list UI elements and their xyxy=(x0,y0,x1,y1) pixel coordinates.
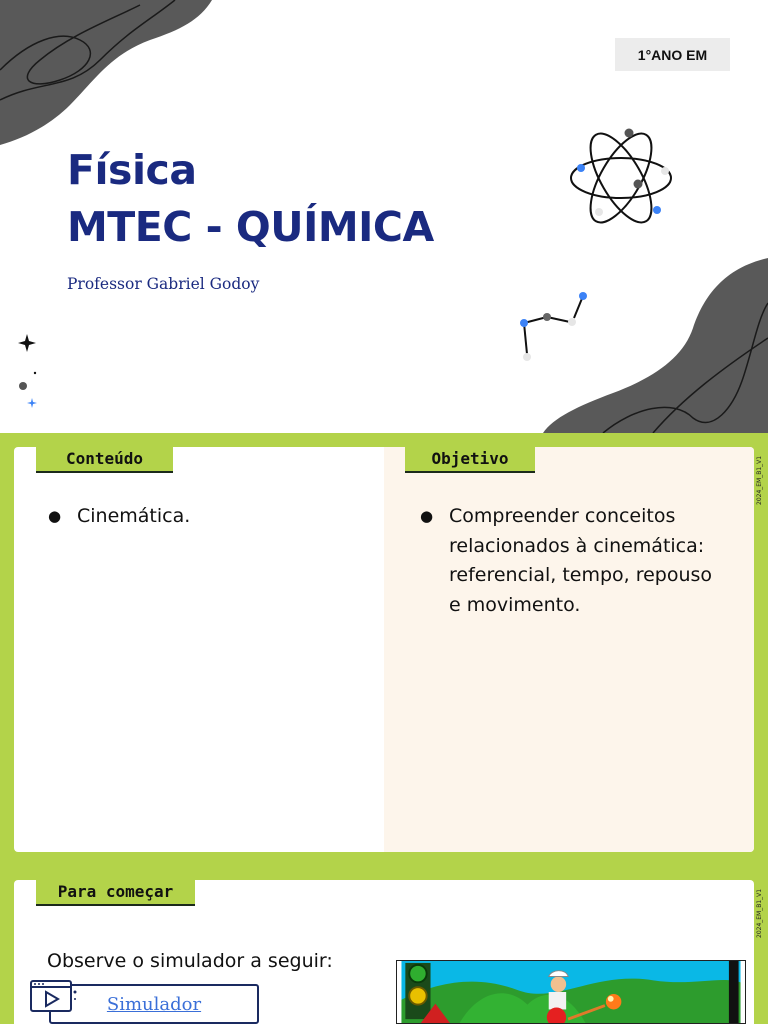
version-tag: 2024_EM_B1_V1 xyxy=(756,888,763,938)
simulator-link[interactable]: Simulador xyxy=(106,993,202,1015)
subject-title: Física xyxy=(67,146,197,194)
intro-tab-label: Para começar xyxy=(36,879,195,906)
instruction-text: Observe o simulador a seguir: xyxy=(47,950,333,972)
simulator-preview-image[interactable] xyxy=(396,960,746,1024)
course-title: MTEC - QUÍMICA xyxy=(67,203,434,251)
video-play-icon xyxy=(30,980,78,1014)
cover-slide xyxy=(0,0,768,433)
version-tag: 2024_EM_B1_V1 xyxy=(756,455,763,505)
professor-name: Professor Gabriel Godoy xyxy=(67,275,260,293)
grade-badge: 1°ANO EM xyxy=(615,38,730,71)
decorative-blob-bottom-right xyxy=(543,258,768,433)
content-tab-label: Conteúdo xyxy=(36,446,173,473)
objective-list xyxy=(420,502,720,620)
simulator-link-box[interactable] xyxy=(49,984,259,1024)
decorative-blob-top-left xyxy=(0,0,215,145)
list-item: ● Compreender conceitos relacionados à cinemática: referencial, tempo, repouso e movimento. xyxy=(420,502,720,620)
atom-icon xyxy=(565,124,677,232)
sparkle-icon xyxy=(14,332,44,412)
objective-tab-label: Objetivo xyxy=(405,446,535,473)
list-item: ● Cinemática. xyxy=(48,502,348,532)
content-list xyxy=(48,502,348,532)
